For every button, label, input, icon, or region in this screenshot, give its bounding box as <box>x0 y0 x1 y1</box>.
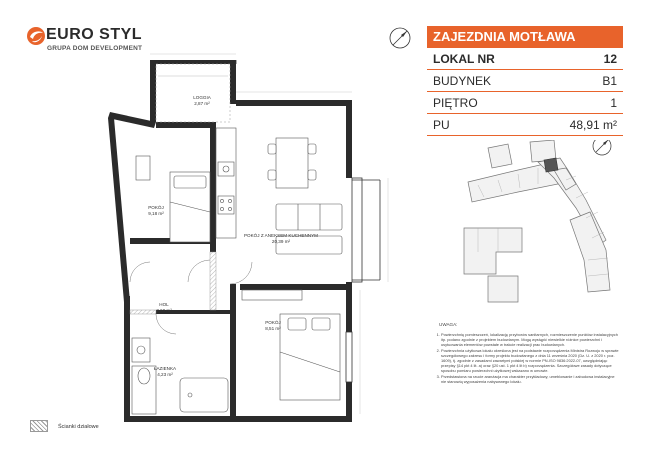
room-label-salon: POKÓJ Z ANEKSEM KUCHENNYM 20,39 m² <box>243 233 319 244</box>
note-item: 2. Powierzchnia użytkowa lokalu określona jest na podstawie rozporządzenia Ministra Rozwoju w sprawie szczegółowego zakresu i formy projektu budowlanego z dnia 11 września 2020 (Dz. U. z 2020 r. poz. 1609), tj. zgodnie z zasadami zawartymi polskiej w normie PN-ISO 9836:2022-07, uwzględniając przepisy §14 pkt 4 lit. a) oraz §20 ust. 1 pkt 4 lit b) rozporządzenia. Szczegółowe zasady dotyczące sposobu pomiaru powierzchni użytkowej wskazano w umowie. <box>441 348 619 373</box>
info-row-budynek: BUDYNEK B1 <box>427 70 623 92</box>
room-label-lazienka: ŁAZIENKA 4,23 m² <box>153 366 177 377</box>
room-label-pokoj-1: POKÓJ 9,18 m² <box>148 205 164 216</box>
note-item: 1. Powierzchnię pomieszczeń, lokalizację przyborów sanitarnych, rozmieszczenie punktów instalacyjnych itp. podano zgodnie z projektem budowlanym. Mogą wystąpić niewielkie różnice powierzchni i usytuowania elementów powstałe w trakcie realizacji prac budowlanych. <box>441 332 619 347</box>
info-row-pietro: PIĘTRO 1 <box>427 92 623 114</box>
legend-label: Ścianki działowe <box>58 424 99 430</box>
room-label-hol: HOL 7,60 m² <box>156 302 172 313</box>
apartment-info-panel <box>427 26 623 136</box>
euro-styl-logo-icon <box>26 26 46 46</box>
logo-brand: EURO STYL <box>46 26 143 43</box>
room-label-loggia: LOGGIA 2,87 m² <box>193 95 211 106</box>
info-row-pu: PU 48,91 m² <box>427 114 623 136</box>
room-label-pokoj-2: POKÓJ 8,51 m² <box>265 320 281 331</box>
notes-section <box>433 322 619 385</box>
highlighted-unit <box>544 158 558 172</box>
notes-title: UWAGA: <box>439 322 458 327</box>
partition-wall-swatch <box>30 420 48 432</box>
project-title: ZAJEZDNIA MOTŁAWA <box>427 26 623 48</box>
key-plan-compass-icon <box>593 140 611 155</box>
info-row-lokal: LOKAL NR 12 <box>427 48 623 70</box>
building-key-plan <box>458 140 628 310</box>
note-item: 3. Przedstawiona na rzucie aranżacja ma charakter przykładowy, umeblowanie i zabudowa instalacyjne nie stanowią wyposażenia nabywanego lokalu. <box>441 374 619 384</box>
compass-icon <box>388 26 412 50</box>
logo-subtitle: GRUPA DOM DEVELOPMENT <box>47 45 143 52</box>
